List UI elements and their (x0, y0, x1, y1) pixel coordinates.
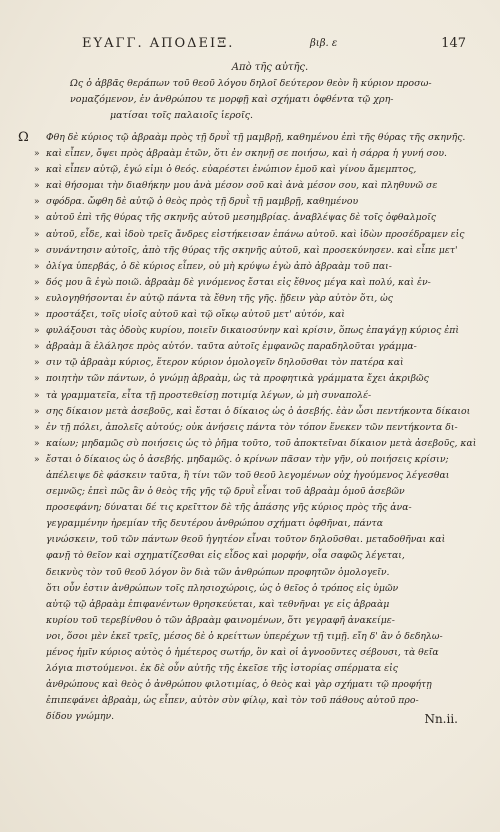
body-line (36, 677, 472, 693)
quote-mark: » (34, 438, 40, 449)
body-line (36, 420, 472, 436)
body-line-text: ποιητὴν τῶν πάντων, ὁ γνώμῃ ἀβραὰμ, ὡς τὰ προφητικὰ γράμματα ἔχει ἀκριβῶς (46, 373, 429, 385)
intro-paragraph (70, 76, 470, 124)
intro-line: νομαζόμενον, ἐν ἀνθρώπου τε μορφῇ καὶ σχήματι ὀφθέντα τῷ χρη- (70, 94, 394, 105)
body-line-text: δός μου ἃ ἐγὼ ποιῶ. ἀβραὰμ δὲ γινόμενος ἔσται εἰς ἔθνος μέγα καὶ πολύ, καὶ ἐν- (46, 276, 431, 288)
body-line-text: αὐτοῦ, εἶδε, καὶ ἰδοὺ τρεῖς ἄνδρες εἱστήκεισαν ἐπάνω αὐτοῦ. καὶ ἰδὼν προσέδραμεν εἰς (46, 228, 465, 240)
body-line (36, 532, 472, 548)
body-line-text: ἀνθρώπους καὶ θεὸς ὁ ἀνθρώπου φιλοτιμίας, ὁ θεὸς καὶ γὰρ σχήματι τῷ προφήτῃ (46, 679, 432, 691)
body-line (36, 452, 472, 468)
page-header (60, 36, 466, 56)
running-head: ΕΥΑΓΓ. ΑΠΟΔΕΙΞ. (82, 36, 235, 51)
body-line-text: γινώσκειν, τοῦ τῶν πάντων θεοῦ ἡγητέον εἶναι τοῦτον δηλοῦσθαι. μεταδοθῆναι καὶ (46, 534, 446, 546)
body-line (36, 565, 472, 581)
body-line (36, 339, 472, 355)
quote-mark: » (34, 277, 40, 288)
body-text (34, 130, 477, 725)
body-line-text: ἐν τῇ πόλει, ἀπολεῖς αὐτούς; οὐκ ἀνήσεις πάντα τὸν τόπον ἕνεκεν τῶν πεντήκοντα δι- (46, 421, 458, 433)
body-line (36, 162, 472, 178)
body-line-text: ὅτι οὖν ἐστιν ἀνθρώπων τοῖς πλησιοχώροις, ὡς ὁ θεῖος ὁ τρόπος εἰς ὑμῶν (46, 582, 399, 594)
body-line-text: σφόδρα. ὤφθη δὲ αὐτῷ ὁ θεὸς πρὸς τῇ δρυῒ τῇ μαμβρῇ, καθημένου (46, 196, 359, 208)
body-line (36, 468, 472, 484)
body-line (36, 645, 472, 661)
body-line-text: φανῇ τὸ θεῖον καὶ σχηματίζεσθαι εἰς εἶδος καὶ μορφήν, οἷα σαφῶς λέγεται, (46, 550, 405, 562)
body-line-text: ἀβραὰμ ἃ ἐλάλησε πρὸς αὐτόν. ταῦτα αὐτοῖς ἐμφανῶς παραδηλοῦται γράμμα- (46, 341, 417, 353)
body-line (36, 693, 472, 709)
quote-mark: » (34, 213, 40, 224)
body-line-text: καίων; μηδαμῶς σὺ ποιήσεις ὡς τὸ ῥῆμα τοῦτο, τοῦ ἀποκτεῖναι δίκαιον μετὰ ἀσεβοῦς, καὶ (46, 437, 477, 449)
body-line (36, 661, 472, 677)
body-line (36, 130, 472, 146)
quote-mark: » (34, 454, 40, 465)
quote-mark: » (34, 245, 40, 256)
quote-mark: » (34, 358, 40, 369)
body-line (36, 613, 472, 629)
body-line-text: ἐπιπεφάνει ἀβραὰμ, ὡς εἶπεν, αὐτὸν σὺν φίλῳ, καὶ τὸν τοῦ πάθους αὐτοῦ προ- (46, 695, 419, 707)
book-mark: βιβ. ε (310, 38, 338, 49)
body-line (36, 709, 472, 725)
body-line-text: λόγια πιστούμενοι. ἐκ δὲ οὖν αὐτῆς τῆς ἐκεῖσε τῆς ἱστορίας σπέρματα εἰς (46, 663, 398, 675)
body-line (36, 259, 472, 275)
quote-mark: » (34, 406, 40, 417)
body-line (36, 178, 472, 194)
body-line (36, 581, 472, 597)
body-line-text: σης δίκαιον μετὰ ἀσεβοῦς, καὶ ἔσται ὁ δίκαιος ὡς ὁ ἀσεβής. ἐὰν ὦσι πεντήκοντα δίκαιοι (46, 405, 471, 417)
body-line-text: μένος ἡμῖν κύριος αὐτὸς ὁ ἡμέτερος σωτήρ, ὃν καὶ οἱ ἀγνοοῦντες σέβουσι, τὰ θεῖα (46, 647, 439, 658)
body-line (34, 436, 477, 452)
body-line-text: δεικνὺς τὸν τοῦ θεοῦ λόγον ὃν διὰ τῶν ἀνθρώπων προφητῶν ὁμολογεῖν. (46, 566, 390, 578)
quote-mark: » (34, 374, 40, 385)
body-line-text: ἀπέλειψε δὲ φάσκειν ταῦτα, ἢ τίνι τῶν τοῦ θεοῦ λεγομένων οὐχ ἡγούμενος λέγεσθαι (46, 469, 450, 481)
signature-mark: Nn.ii. (424, 712, 458, 726)
body-line-text: καὶ εἶπεν, ὄψει πρὸς ἀβραὰμ ἐτῶν, ὅτι ἐν σκηνῇ σε ποιήσω, καὶ ἡ σάρρα ἡ γυνή σου. (46, 148, 447, 160)
body-line-text: καὶ εἶπεν αὐτῷ, ἐγώ εἰμι ὁ θεός. εὐαρέστει ἐνώπιον ἐμοῦ καὶ γίνου ἄμεμπτος, (46, 164, 417, 176)
body-line (36, 388, 472, 404)
quote-mark: » (34, 149, 40, 160)
quote-mark: » (34, 342, 40, 353)
body-line-text: ευλογηθήσονται ἐν αὐτῷ πάντα τὰ ἔθνη τῆς γῆς. ᾔδειν γὰρ αὐτὸν ὅτι, ὡς (46, 292, 393, 304)
body-line-text: σιν τῷ ἀβραὰμ κύριος, ἕτερον κύριον ὁμολογεῖν δηλοῦσθαι τὸν πατέρα καὶ (46, 357, 404, 369)
body-line-text: φυλάξουσι τὰς ὁδοὺς κυρίου, ποιεῖν δικαιοσύνην καὶ κρίσιν, ὅπως ἐπαγάγῃ κύριος ἐπὶ (46, 325, 459, 337)
body-line (36, 243, 472, 259)
intro-line: Ως ὁ ἀββᾶς θεράπων τοῦ θεοῦ λόγου δηλοῖ δεύτερον θεὸν ἢ κύριον προσω- (70, 78, 432, 89)
body-line-text: νοι, ὅσοι μὲν ἐκεῖ τρεῖς, μέσος δὲ ὁ κρείττων ὑπερέχων τῇ τιμῇ. εἴη δ' ἂν ὁ δεδηλω- (46, 630, 443, 642)
body-line (36, 291, 472, 307)
body-line-text: Φθη δὲ κύριος τῷ ἀβραὰμ πρὸς τῇ δρυῒ τῇ μαμβρῇ, καθημένου ἐπὶ τῆς θύρας τῆς σκηνῆς. (46, 132, 466, 143)
drop-initial: Ω (18, 130, 29, 145)
body-line (36, 194, 472, 210)
body-line (36, 500, 472, 516)
body-line-text: δίδου γνώμην. (46, 711, 115, 723)
quote-mark: » (34, 293, 40, 304)
quote-mark: » (34, 229, 40, 240)
body-line-text: τὰ γραμματεῖα, εἶτα τῇ προστεθείσῃ ποτιμίᾳ λέγων, ὡ μὴ συναπολέ- (46, 389, 372, 401)
body-line (36, 210, 472, 226)
body-line-text: καὶ θήσομαι τὴν διαθήκην μου ἀνὰ μέσον σοῦ καὶ ἀνὰ μέσον σου, καὶ πληθυνῶ σε (46, 180, 438, 192)
body-line (36, 404, 472, 420)
body-line (36, 516, 472, 532)
section-heading: Απὸ τῆς αὐτῆς. (231, 62, 309, 73)
quote-mark: » (34, 181, 40, 192)
quote-mark: » (34, 390, 40, 401)
body-line-text: αὐτοῦ ἐπὶ τῆς θύρας τῆς σκηνῆς αὐτοῦ μεσημβρίας. ἀναβλέψας δὲ τοῖς ὀφθαλμοῖς (46, 212, 437, 224)
body-line (36, 548, 472, 564)
body-line-text: προστάξει, τοῖς υἱοῖς αὐτοῦ καὶ τῷ οἴκῳ αὐτοῦ μετ' αὐτόν, καὶ (46, 309, 345, 321)
quote-mark: » (34, 326, 40, 337)
body-line (36, 355, 472, 371)
body-line-text: κυρίου τοῦ τερεβίνθου ὁ τῶν ἀβραὰμ φαινομένων, ὅτι γεγραφῆ ἀνακείμε- (46, 614, 395, 626)
quote-mark: » (34, 165, 40, 176)
quote-mark: » (34, 197, 40, 208)
body-line-text: συνάντησιν αὐτοῖς, ἀπὸ τῆς θύρας τῆς σκηνῆς αὐτοῦ, καὶ προσεκύνησεν. καὶ εἶπε μετ' (46, 244, 458, 256)
body-line (36, 146, 472, 162)
body-line (36, 227, 472, 243)
body-line (36, 629, 472, 645)
quote-mark: » (34, 261, 40, 272)
intro-line: ματίσαι τοῖς παλαιοῖς ἱεροῖς. (110, 110, 254, 121)
body-line-text: γεγραμμένην ἠρεμίαν τῆς δευτέρου ἀνθρώπου σχήματι ὀφθῆναι, πάντα (46, 518, 383, 530)
quote-mark: » (34, 422, 40, 433)
body-line-text: προσεφάνη; δύναται δέ τις κρεῖττον δὲ τῆς ἀπάσης γῆς κύριος πρὸς τῆς ἀνα- (46, 502, 412, 514)
body-line (36, 597, 472, 613)
page-number: 147 (441, 36, 466, 51)
body-line (36, 323, 472, 339)
body-line-text: αὐτῷ τῷ ἀβραὰμ ἐπιφανέντων θρησκεύεται, καὶ τεθνῆναι γε εἰς ἀβραὰμ (46, 598, 390, 610)
quote-mark: » (34, 310, 40, 321)
body-line (36, 275, 472, 291)
body-line-text: σεμνῶς; ἐπεὶ πῶς ἂν ὁ θεὸς τῆς γῆς τῷ δρυῒ εἶναι τοῦ ἀβραὰμ ὁμοῦ ἀσεβῶν (46, 486, 405, 498)
body-line (36, 484, 472, 500)
body-line-text: ἔσται ὁ δίκαιος ὡς ὁ ἀσεβής. μηδαμῶς. ὁ κρίνων πᾶσαν τὴν γῆν, οὐ ποιήσεις κρίσιν; (46, 453, 449, 465)
body-line (36, 307, 472, 323)
body-line (36, 371, 472, 387)
body-line-text: ὀλίγα ὑπερβάς, ὁ δὲ κύριος εἶπεν, οὐ μὴ κρύψω ἐγὼ ἀπὸ ἀβραὰμ τοῦ παι- (46, 260, 392, 272)
